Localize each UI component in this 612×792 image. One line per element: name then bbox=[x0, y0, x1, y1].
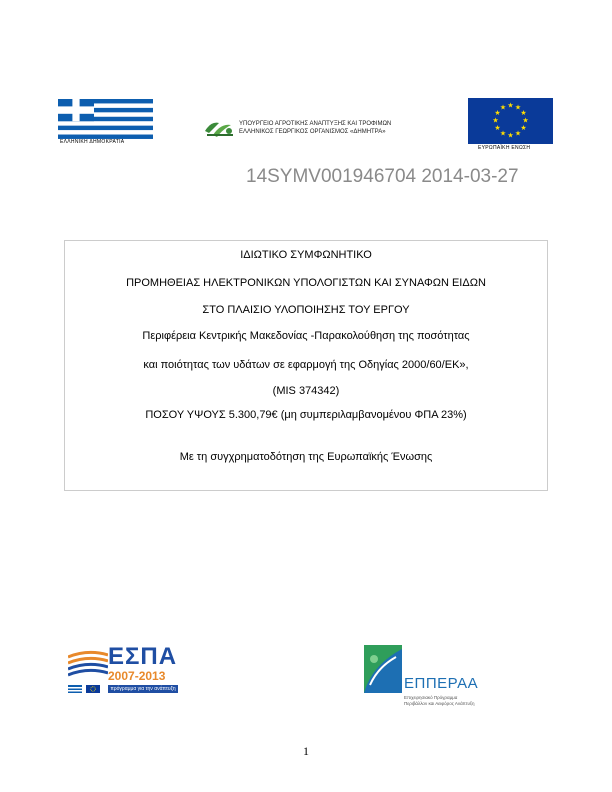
eu-flag-caption: ΕΥΡΩΠΑΪΚΗ ΕΝΩΣΗ bbox=[478, 145, 531, 151]
ministry-logo bbox=[203, 117, 413, 139]
svg-text:★: ★ bbox=[507, 101, 514, 110]
epperaa-caption-2: Περιβάλλον και Αειφόρος Ανάπτυξη bbox=[404, 701, 475, 706]
svg-text:★: ★ bbox=[520, 109, 527, 117]
svg-text:★: ★ bbox=[520, 124, 527, 132]
epperaa-caption-1: Επιχειρησιακό Πρόγραμμα bbox=[404, 695, 458, 700]
title-line-4: Περιφέρεια Κεντρικής Μακεδονίας -Παρακολούθηση της ποσότητας bbox=[142, 330, 470, 342]
espa-flags-icon bbox=[68, 685, 104, 693]
svg-text:★: ★ bbox=[499, 103, 507, 112]
ministry-line-1: ΥΠΟΥΡΓΕΙΟ ΑΓΡΟΤΙΚΗΣ ΑΝΑΠΤΥΞΗΣ ΚΑΙ ΤΡΟΦΙΜΩΝ bbox=[239, 121, 392, 127]
ministry-line-2: ΕΛΛΗΝΙΚΟΣ ΓΕΩΡΓΙΚΟΣ ΟΡΓΑΝΙΣΜΟΣ «ΔΗΜΗΤΡΑ» bbox=[239, 129, 386, 135]
title-line-5: και ποιότητας των υδάτων σε εφαρμογή της Οδηγίας 2000/60/ΕΚ», bbox=[143, 359, 469, 371]
title-line-2: ΠΡΟΜΗΘΕΙΑΣ ΗΛΕΚΤΡΟΝΙΚΩΝ ΥΠΟΛΟΓΙΣΤΩΝ ΚΑΙ ΣΥΝΑΦΩΝ ΕΙΔΩΝ bbox=[126, 277, 486, 289]
svg-text:★: ★ bbox=[522, 116, 529, 125]
svg-text:★: ★ bbox=[494, 109, 501, 117]
greek-flag-icon bbox=[58, 99, 153, 139]
svg-text:★: ★ bbox=[494, 124, 501, 132]
svg-text:★: ★ bbox=[514, 103, 522, 112]
title-line-6: (MIS 374342) bbox=[272, 385, 340, 397]
espa-years: 2007-2013 bbox=[108, 669, 166, 683]
svg-text:★: ★ bbox=[499, 129, 507, 138]
title-line-3: ΣΤΟ ΠΛΑΙΣΙΟ ΥΛΟΠΟΙΗΣΗΣ ΤΟΥ ΕΡΓΟΥ bbox=[202, 304, 410, 316]
svg-text:★: ★ bbox=[507, 131, 514, 140]
title-box bbox=[64, 240, 548, 491]
espa-waves-icon bbox=[68, 647, 108, 677]
title-line-7: ΠΟΣΟΥ ΥΨΟΥΣ 5.300,79€ (μη συμπεριλαμβανομένου ΦΠΑ 23%) bbox=[145, 409, 467, 421]
document-code: 14SYMV001946704 2014-03-27 bbox=[246, 166, 519, 187]
ministry-text bbox=[239, 120, 391, 136]
svg-text:★: ★ bbox=[492, 116, 499, 125]
epperaa-name: ΕΠΠΕΡΑΑ bbox=[404, 675, 479, 692]
greek-flag-logo bbox=[58, 99, 153, 143]
ministry-emblem-icon bbox=[203, 117, 237, 139]
eu-flag-logo bbox=[468, 98, 553, 151]
page-number: 1 bbox=[303, 744, 309, 758]
title-line-1: ΙΔΙΩΤΙΚΟ ΣΥΜΦΩΝΗΤΙΚΟ bbox=[240, 249, 372, 261]
svg-text:★: ★ bbox=[514, 129, 522, 138]
greek-flag-caption: ΕΛΛΗΝΙΚΗ ΔΗΜΟΚΡΑΤΙΑ bbox=[60, 139, 125, 145]
epperaa-logo bbox=[364, 645, 489, 707]
espa-caption: πρόγραμμα για την ανάπτυξη bbox=[108, 685, 178, 693]
espa-logo bbox=[68, 645, 180, 695]
espa-name: ΕΣΠΑ bbox=[108, 643, 178, 670]
eu-stars-icon bbox=[468, 98, 553, 144]
title-line-8: Με τη συγχρηματοδότηση της Ευρωπαϊκής Ένωσης bbox=[179, 451, 433, 463]
epperaa-leaf-icon bbox=[364, 645, 402, 693]
